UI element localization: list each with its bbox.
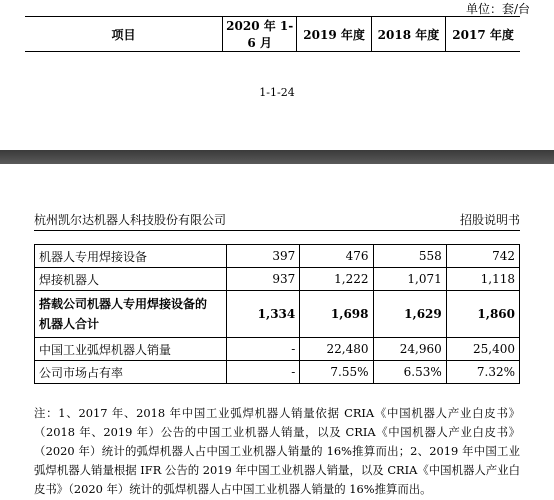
cell-value: 7.55% bbox=[300, 361, 373, 384]
unit-label: 单位：套/台 bbox=[465, 2, 530, 16]
cell-value: 6.53% bbox=[373, 361, 446, 384]
cell-value: 937 bbox=[227, 268, 300, 291]
cell-value: 25,400 bbox=[446, 338, 519, 361]
table-row bbox=[35, 245, 520, 268]
header-cell-2020h1: 2020 年 1-6 月 bbox=[223, 17, 297, 52]
cell-value: 476 bbox=[300, 245, 373, 268]
cell-value: 742 bbox=[446, 245, 519, 268]
cell-value: 1,222 bbox=[300, 268, 373, 291]
table-row bbox=[35, 268, 520, 291]
row-label-line1: 搭载公司机器人专用焊接设备的 bbox=[39, 297, 208, 311]
table-header-row bbox=[25, 17, 520, 52]
row-label: 中国工业弧焊机器人销量 bbox=[35, 338, 227, 361]
cell-value: 558 bbox=[373, 245, 446, 268]
cell-value: 22,480 bbox=[300, 338, 373, 361]
top-table-header bbox=[25, 16, 520, 52]
cell-value: 1,334 bbox=[227, 291, 300, 338]
cell-value: - bbox=[227, 338, 300, 361]
row-label: 焊接机器人 bbox=[35, 268, 227, 291]
cell-value: 1,629 bbox=[373, 291, 446, 338]
table-footnote: 注：1、2017 年、2018 年中国工业弧焊机器人销量依据 CRIA《中国机器人产业白皮书》（2018 年、2019 年）公告的中国工业机器人销量，以及 CRIA《中国机器人产业白皮书》（2020 年）统计的弧焊机器人占中国工业机器人销量的 16%推算而出；2、2019 年中国工业弧焊机器人销量根据 IFR 公告的 2019 年中国工业机器人销量，以及 CRIA《中国机器人产业白皮书》（2020 年）统计的弧焊机器人占中国工业机器人销量的 16%推算而出。 bbox=[34, 406, 520, 496]
cell-value: 397 bbox=[227, 245, 300, 268]
page-number: 1-1-24 bbox=[259, 86, 295, 99]
document-type: 招股说明书 bbox=[459, 213, 520, 227]
header-rule bbox=[34, 230, 520, 231]
cell-value: 1,860 bbox=[446, 291, 519, 338]
header-cell-item: 项目 bbox=[25, 17, 223, 52]
row-label: 机器人专用焊接设备 bbox=[35, 245, 227, 268]
cell-value: 1,071 bbox=[373, 268, 446, 291]
table-row bbox=[35, 338, 520, 361]
header-cell-2017: 2017 年度 bbox=[446, 17, 520, 52]
header-cell-2018: 2018 年度 bbox=[371, 17, 445, 52]
page-divider-band bbox=[0, 150, 554, 164]
table-row-total bbox=[35, 291, 520, 338]
table-row bbox=[35, 361, 520, 384]
cell-value: - bbox=[227, 361, 300, 384]
row-label-line2: 机器人合计 bbox=[39, 317, 100, 331]
company-name: 杭州凯尔达机器人科技股份有限公司 bbox=[34, 213, 227, 227]
row-label bbox=[35, 291, 227, 338]
cell-value: 1,118 bbox=[446, 268, 519, 291]
sales-table bbox=[34, 244, 520, 384]
cell-value: 1,698 bbox=[300, 291, 373, 338]
row-label: 公司市场占有率 bbox=[35, 361, 227, 384]
cell-value: 24,960 bbox=[373, 338, 446, 361]
cell-value: 7.32% bbox=[446, 361, 519, 384]
header-cell-2019: 2019 年度 bbox=[297, 17, 371, 52]
